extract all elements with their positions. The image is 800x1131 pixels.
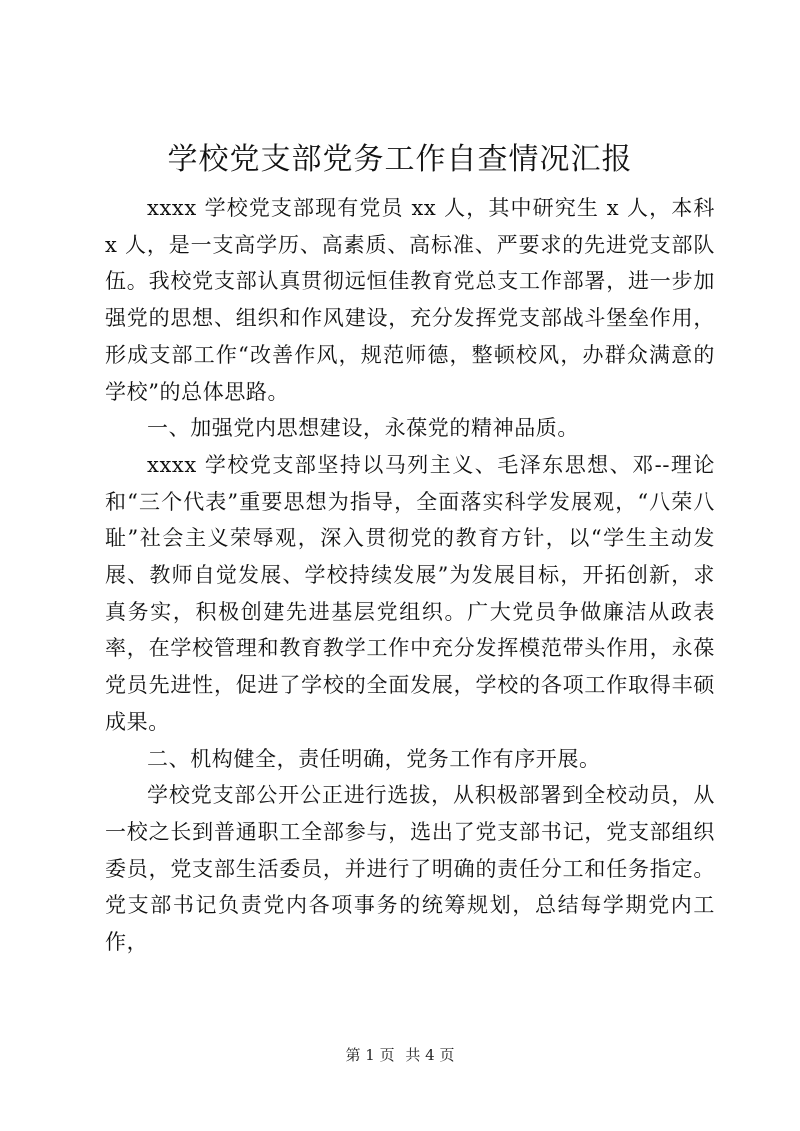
document-title: 学校党支部党务工作自查情况汇报 — [167, 142, 633, 177]
paragraph-section-2: 学校党支部公开公正进行选拔，从积极部署到全校动员，从一校之长到普通职工全部参与，选出了党支部书记，党支部组织委员，党支部生活委员，并进行了明确的责任分工和任务指定。党支部书记负责党内各项事务的统筹规划，总结每学期党内工作， — [105, 783, 715, 955]
page-number: 第 1 页 — [345, 1046, 395, 1064]
paragraph-section-1: xxxx 学校党支部坚持以马列主义、毛泽东思想、邓--理论和“三个代表”重要思想为指导，全面落实科学发展观，“八荣八耻”社会主义荣辱观，深入贯彻党的教育方针，以“学生主动发展、教师自觉发展、学校持续发展”为发展目标，开拓创新，求真务实，积极创建先进基层党组织。广大党员争做廉洁从政表率，在学校管理和教育教学工作中充分发挥模范带头作用，永葆党员先进性，促进了学校的全面发展，学校的各项工作取得丰硕成果。 — [105, 452, 715, 734]
paragraph-intro: xxxx 学校党支部现有党员 xx 人，其中研究生 x 人，本科 x 人，是一支高学历、高素质、高标准、严要求的先进党支部队伍。我校党支部认真贯彻远恒佳教育党总支工作部署，进一步加强党的思想、组织和作风建设，充分发挥党支部战斗堡垒作用，形成支部工作“改善作风，规范师德，整顿校风，办群众满意的学校”的总体思路。 — [105, 196, 715, 404]
section-heading-2: 二、机构健全，责任明确，党务工作有序开展。 — [147, 746, 601, 771]
page-total: 共 4 页 — [405, 1046, 455, 1064]
document-body — [105, 190, 715, 961]
section-heading-1: 一、加强党内思想建设，永葆党的精神品质。 — [147, 416, 579, 441]
page-footer — [0, 1045, 800, 1065]
